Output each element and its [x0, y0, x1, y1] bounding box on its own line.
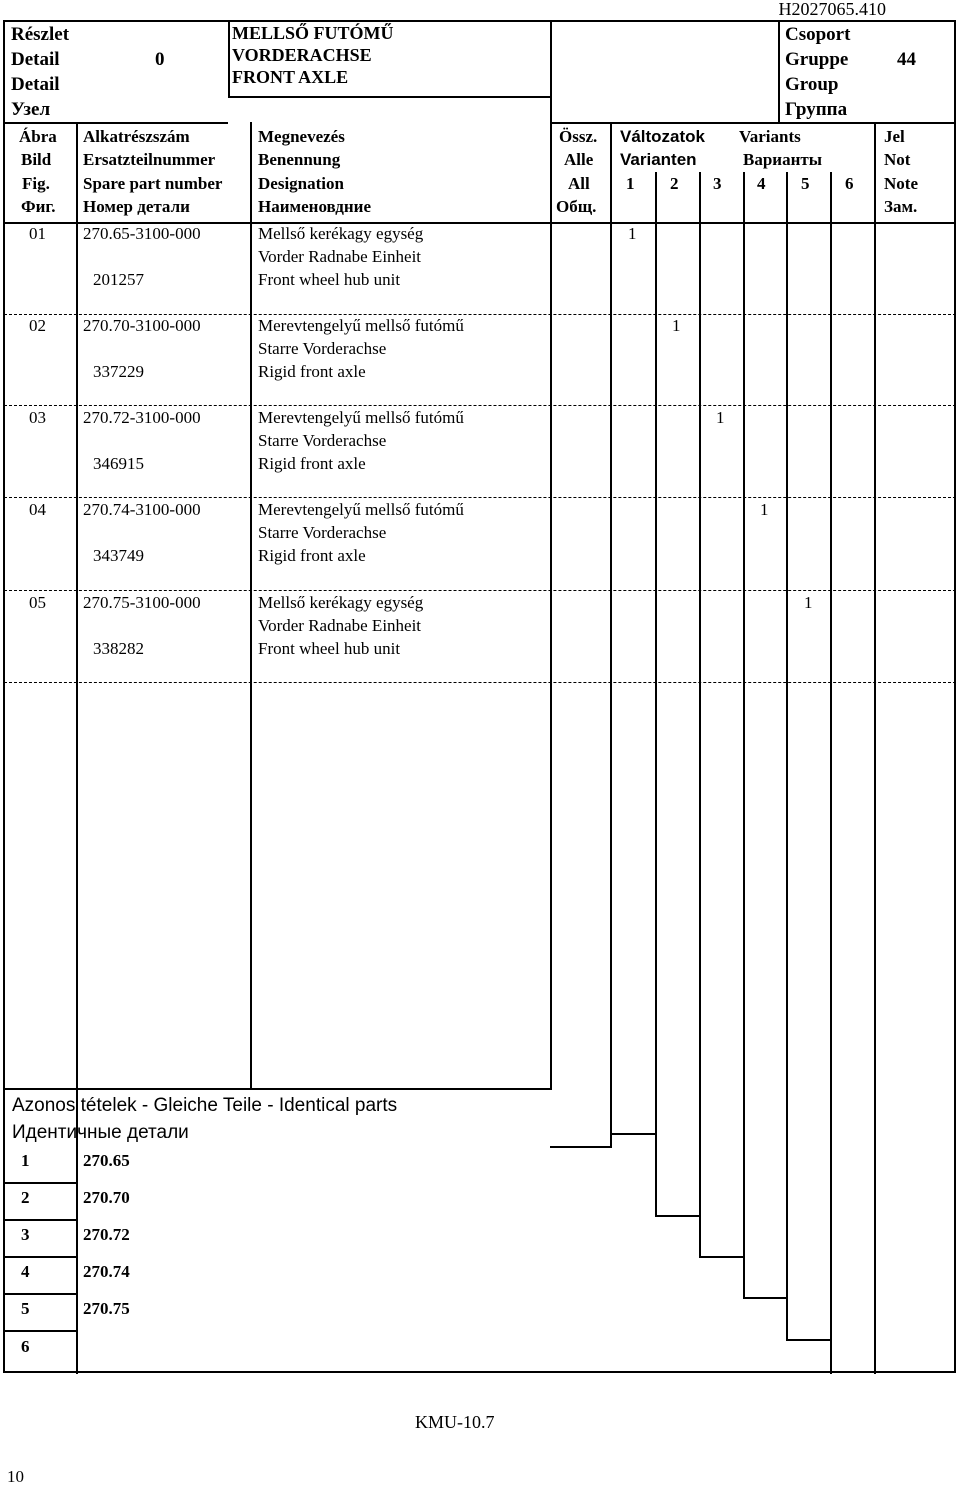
group-label-hu: Csoport — [785, 24, 851, 45]
row-code: 343749 — [93, 546, 144, 565]
identical-item-value: 270.65 — [83, 1151, 130, 1170]
row-name-en: Rigid front axle — [258, 546, 366, 565]
col-divider-fig — [76, 122, 78, 1374]
identical-item-number: 4 — [21, 1262, 30, 1281]
step-line-4 — [655, 1215, 701, 1217]
col-total-en: All — [568, 174, 590, 193]
row-code: 337229 — [93, 362, 144, 381]
left-border — [3, 20, 5, 1373]
col-part-de: Ersatzteilnummer — [83, 150, 216, 169]
identical-item-number: 1 — [21, 1151, 30, 1170]
row-code: 201257 — [93, 270, 144, 289]
title-en: FRONT AXLE — [232, 67, 349, 87]
row-part-number: 270.74-3100-000 — [83, 500, 201, 519]
row-separator — [4, 682, 956, 683]
row-name-de: Starre Vorderachse — [258, 339, 387, 358]
step-vline-8 — [874, 1082, 876, 1374]
col-total-de: Alle — [564, 150, 594, 169]
detail-value: 0 — [155, 49, 165, 70]
row-separator — [4, 497, 956, 498]
identical-item-number: 3 — [21, 1225, 30, 1244]
row-separator — [4, 405, 956, 406]
col-note-de: Not — [884, 150, 911, 169]
row-name-en: Rigid front axle — [258, 362, 366, 381]
document-id: H2027065.410 — [778, 0, 886, 19]
col-divider-v6 — [874, 122, 876, 1084]
row-name-de: Starre Vorderachse — [258, 431, 387, 450]
col-divider-total — [610, 122, 612, 1146]
group-label-ru: Группа — [785, 99, 848, 120]
col-fig-de: Bild — [21, 150, 52, 169]
row-part-number: 270.70-3100-000 — [83, 316, 201, 335]
right-border — [954, 20, 956, 1373]
header-mid-border — [552, 122, 778, 124]
header-bottom-border-left — [3, 122, 228, 124]
group-label-en: Group — [785, 74, 839, 95]
id-row-line-1 — [3, 1182, 76, 1184]
row-qty-variant-2: 1 — [672, 316, 681, 335]
variant-number-6: 6 — [845, 174, 854, 193]
row-qty-variant-4: 1 — [760, 500, 769, 519]
col-fig-ru: Фиг. — [21, 197, 56, 216]
row-name-de: Vorder Radnabe Einheit — [258, 247, 422, 266]
step-vline-5 — [743, 1133, 745, 1298]
variants-label-en: Variants — [739, 127, 801, 146]
row-qty-variant-3: 1 — [716, 408, 725, 427]
col-fig-en: Fig. — [22, 174, 50, 193]
col-note-hu: Jel — [884, 127, 905, 146]
identical-item-value: 270.72 — [83, 1225, 130, 1244]
identical-item-number: 6 — [21, 1337, 30, 1356]
row-part-number: 270.75-3100-000 — [83, 593, 201, 612]
row-name-de: Starre Vorderachse — [258, 523, 387, 542]
col-total-ru: Общ. — [556, 197, 597, 216]
detail-label-ru: Узел — [11, 99, 51, 120]
row-fig: 04 — [29, 500, 46, 519]
row-separator — [4, 590, 956, 591]
row-name-en: Rigid front axle — [258, 454, 366, 473]
identical-parts-title-ru: Идентичные детали — [12, 1122, 189, 1143]
col-name-ru: Наименовдние — [258, 197, 372, 216]
col-note-en: Note — [884, 174, 918, 193]
id-row-line-5 — [3, 1330, 76, 1332]
row-name-hu: Merevtengelyű mellső futómű — [258, 408, 464, 427]
col-part-hu: Alkatrészszám — [83, 127, 190, 146]
row-name-hu: Mellső kerékagy egység — [258, 224, 424, 243]
title-de: VORDERACHSE — [232, 45, 372, 65]
row-fig: 01 — [29, 224, 46, 243]
col-divider-v5 — [830, 172, 832, 1134]
detail-label-hu: Részlet — [11, 24, 70, 45]
row-qty-variant-1: 1 — [628, 224, 637, 243]
detail-label-de: Detail — [11, 49, 60, 70]
footer-code: KMU-10.7 — [415, 1412, 495, 1432]
detail-label-en: Detail — [11, 74, 60, 95]
step-line-3 — [610, 1133, 656, 1135]
step-vline-4 — [699, 1133, 701, 1257]
col-part-en: Spare part number — [83, 174, 223, 193]
row-fig: 02 — [29, 316, 46, 335]
col-divider-part — [250, 122, 252, 1088]
step-line-7 — [786, 1339, 832, 1341]
title-hu: MELLSŐ FUTÓMŰ — [232, 23, 394, 43]
row-separator — [4, 314, 956, 315]
variant-number-4: 4 — [757, 174, 766, 193]
group-box-left-border — [778, 20, 780, 123]
id-row-line-3 — [3, 1256, 76, 1258]
identical-item-number: 5 — [21, 1299, 30, 1318]
row-name-hu: Merevtengelyű mellső futómű — [258, 500, 464, 519]
step-vline-6 — [786, 1133, 788, 1340]
row-name-en: Front wheel hub unit — [258, 270, 401, 289]
id-row-line-2 — [3, 1219, 76, 1221]
col-total-hu: Össz. — [559, 127, 598, 146]
variants-label-ru: Варианты — [743, 150, 823, 169]
identical-item-number: 2 — [21, 1188, 30, 1207]
col-divider-name — [550, 20, 552, 1089]
step-line-2 — [550, 1146, 612, 1148]
row-name-de: Vorder Radnabe Einheit — [258, 616, 422, 635]
variant-number-2: 2 — [670, 174, 679, 193]
identical-item-value: 270.75 — [83, 1299, 130, 1318]
col-note-ru: Зам. — [884, 197, 918, 216]
identical-parts-title: Azonos tételek - Gleiche Teile - Identical parts — [12, 1095, 398, 1116]
page-number: 10 — [7, 1467, 24, 1486]
col-divider-v2 — [699, 172, 701, 1134]
row-name-en: Front wheel hub unit — [258, 639, 401, 658]
col-divider-v1 — [655, 172, 657, 1134]
group-label-de: Gruppe — [785, 49, 849, 70]
title-box-left-border — [228, 20, 230, 97]
row-name-hu: Mellső kerékagy egység — [258, 593, 424, 612]
step-line-5 — [699, 1256, 745, 1258]
col-divider-v4 — [786, 172, 788, 1134]
step-line-6 — [743, 1297, 788, 1299]
row-fig: 05 — [29, 593, 46, 612]
col-fig-hu: Ábra — [19, 127, 57, 146]
col-name-en: Designation — [258, 174, 344, 193]
step-line-1 — [3, 1088, 552, 1090]
header-top-border — [3, 20, 956, 22]
title-box-bottom-border — [228, 96, 552, 98]
variant-number-5: 5 — [801, 174, 810, 193]
row-fig: 03 — [29, 408, 46, 427]
header-bottom-border-right — [778, 122, 956, 124]
col-name-hu: Megnevezés — [258, 127, 345, 146]
row-name-hu: Merevtengelyű mellső futómű — [258, 316, 464, 335]
identical-item-value: 270.74 — [83, 1262, 130, 1281]
row-part-number: 270.65-3100-000 — [83, 224, 201, 243]
row-part-number: 270.72-3100-000 — [83, 408, 201, 427]
group-value: 44 — [897, 49, 916, 70]
step-vline-7 — [830, 1133, 832, 1374]
variants-label-hu: Változatok — [620, 127, 706, 146]
row-code: 346915 — [93, 454, 144, 473]
identical-item-value: 270.70 — [83, 1188, 130, 1207]
col-divider-v3 — [743, 172, 745, 1134]
step-vline-3 — [655, 1133, 657, 1216]
variant-number-1: 1 — [626, 174, 635, 193]
row-code: 338282 — [93, 639, 144, 658]
col-part-ru: Номер детали — [83, 197, 190, 216]
variants-label-de: Varianten — [620, 150, 697, 169]
table-bottom-border — [3, 1371, 956, 1373]
row-qty-variant-5: 1 — [804, 593, 813, 612]
col-name-de: Benennung — [258, 150, 341, 169]
id-row-line-4 — [3, 1293, 76, 1295]
variant-number-3: 3 — [713, 174, 722, 193]
